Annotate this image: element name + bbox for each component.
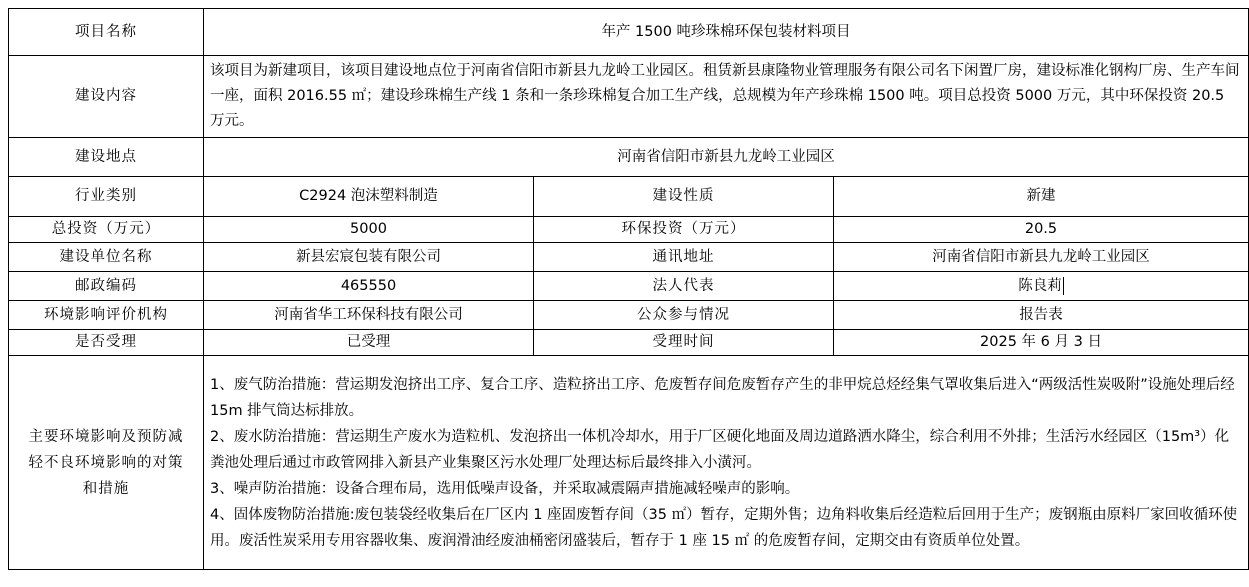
measure-item-waste-gas: 1、废气防治措施：营运期发泡挤出工序、复合工序、造粒挤出工序、危废暂存间危废暂存产生的非甲烷总烃经集气罩收集后进入“两级活性炭吸附”设施处理后经 15m 排气筒达标排放。 [210, 376, 1235, 419]
value-construction-content: 该项目为新建项目，该项目建设地点位于河南省信阳市新县九龙岭工业园区。租赁新县康隆物业管理服务有限公司名下闲置厂房，建设标准化钢构厂房、生产车间一座，面积 2016.55 ㎡；建设珍珠棉生产线 1 条和一条珍珠棉复合加工生产线，总规模为年产珍珠棉 1500 吨。项目总投资 5000 万元，其中环保投资 20.5 万元。 [204, 56, 1249, 138]
value-total-investment: 5000 [204, 217, 534, 243]
label-location: 建设地点 [9, 138, 204, 177]
value-measures [204, 356, 1249, 570]
label-eia-agency: 环境影响评价机构 [9, 301, 204, 330]
label-measures: 主要环境影响及预防减轻不良环境影响的对策和措施 [9, 356, 204, 570]
row-company [9, 243, 1249, 272]
label-project-name: 项目名称 [9, 9, 204, 56]
label-construction-content: 建设内容 [9, 56, 204, 138]
value-nature: 新建 [834, 177, 1249, 217]
measure-item-waste-water: 2、废水防治措施：营运期生产废水为造粒机、发泡挤出一体机冷却水，用于厂区硬化地面及周边道路洒水降尘，综合利用不外排；生活污水经园区（15m³）化粪池处理后通过市政管网排入新县产业集聚区污水处理厂处理达标后最终排入小潢河。 [210, 428, 1230, 471]
value-public-participation: 报告表 [834, 301, 1249, 330]
row-measures [9, 356, 1249, 570]
value-industry: C2924 泡沫塑料制造 [204, 177, 534, 217]
label-address: 通讯地址 [534, 243, 834, 272]
value-legal-rep: 陈良莉 [1018, 277, 1062, 294]
value-address: 河南省信阳市新县九龙岭工业园区 [834, 243, 1249, 272]
row-industry [9, 177, 1249, 217]
label-legal-rep: 法人代表 [534, 272, 834, 301]
label-nature: 建设性质 [534, 177, 834, 217]
label-industry: 行业类别 [9, 177, 204, 217]
value-eia-agency: 河南省华工环保科技有限公司 [204, 301, 534, 330]
value-accepted: 已受理 [204, 330, 534, 356]
value-env-investment: 20.5 [834, 217, 1249, 243]
label-company: 建设单位名称 [9, 243, 204, 272]
value-project-name: 年产 1500 吨珍珠棉环保包装材料项目 [204, 9, 1249, 56]
value-company: 新县宏宸包装有限公司 [204, 243, 534, 272]
label-env-investment: 环保投资（万元） [534, 217, 834, 243]
value-location: 河南省信阳市新县九龙岭工业园区 [204, 138, 1249, 177]
row-accepted [9, 330, 1249, 356]
label-public-participation: 公众参与情况 [534, 301, 834, 330]
value-postal: 465550 [204, 272, 534, 301]
row-eia-agency [9, 301, 1249, 330]
label-postal: 邮政编码 [9, 272, 204, 301]
project-info-table [8, 8, 1249, 570]
measure-item-noise: 3、噪声防治措施：设备合理布局，选用低噪声设备，并采取减震隔声措施减轻噪声的影响。 [210, 480, 800, 497]
measure-item-solid-waste: 4、固体废物防治措施:废包装袋经收集后在厂区内 1 座固废暂存间（35 ㎡）暂存，定期外售；边角料收集后经造粒后回用于生产；废钢瓶由原料厂家回收循环使用。废活性炭采用专用容器收集、废润滑油经废油桶密闭盛装后，暂存于 1 座 15 ㎡ 的危废暂存间，定期交由有资质单位处置。 [210, 506, 1238, 549]
row-investment [9, 217, 1249, 243]
label-accept-date: 受理时间 [534, 330, 834, 356]
value-accept-date: 2025 年 6 月 3 日 [834, 330, 1249, 356]
row-project-name [9, 9, 1249, 56]
row-location [9, 138, 1249, 177]
row-postal [9, 272, 1249, 301]
row-construction-content [9, 56, 1249, 138]
text-cursor [1063, 277, 1064, 295]
label-accepted: 是否受理 [9, 330, 204, 356]
legal-rep-cell[interactable] [834, 272, 1249, 301]
label-total-investment: 总投资（万元） [9, 217, 204, 243]
